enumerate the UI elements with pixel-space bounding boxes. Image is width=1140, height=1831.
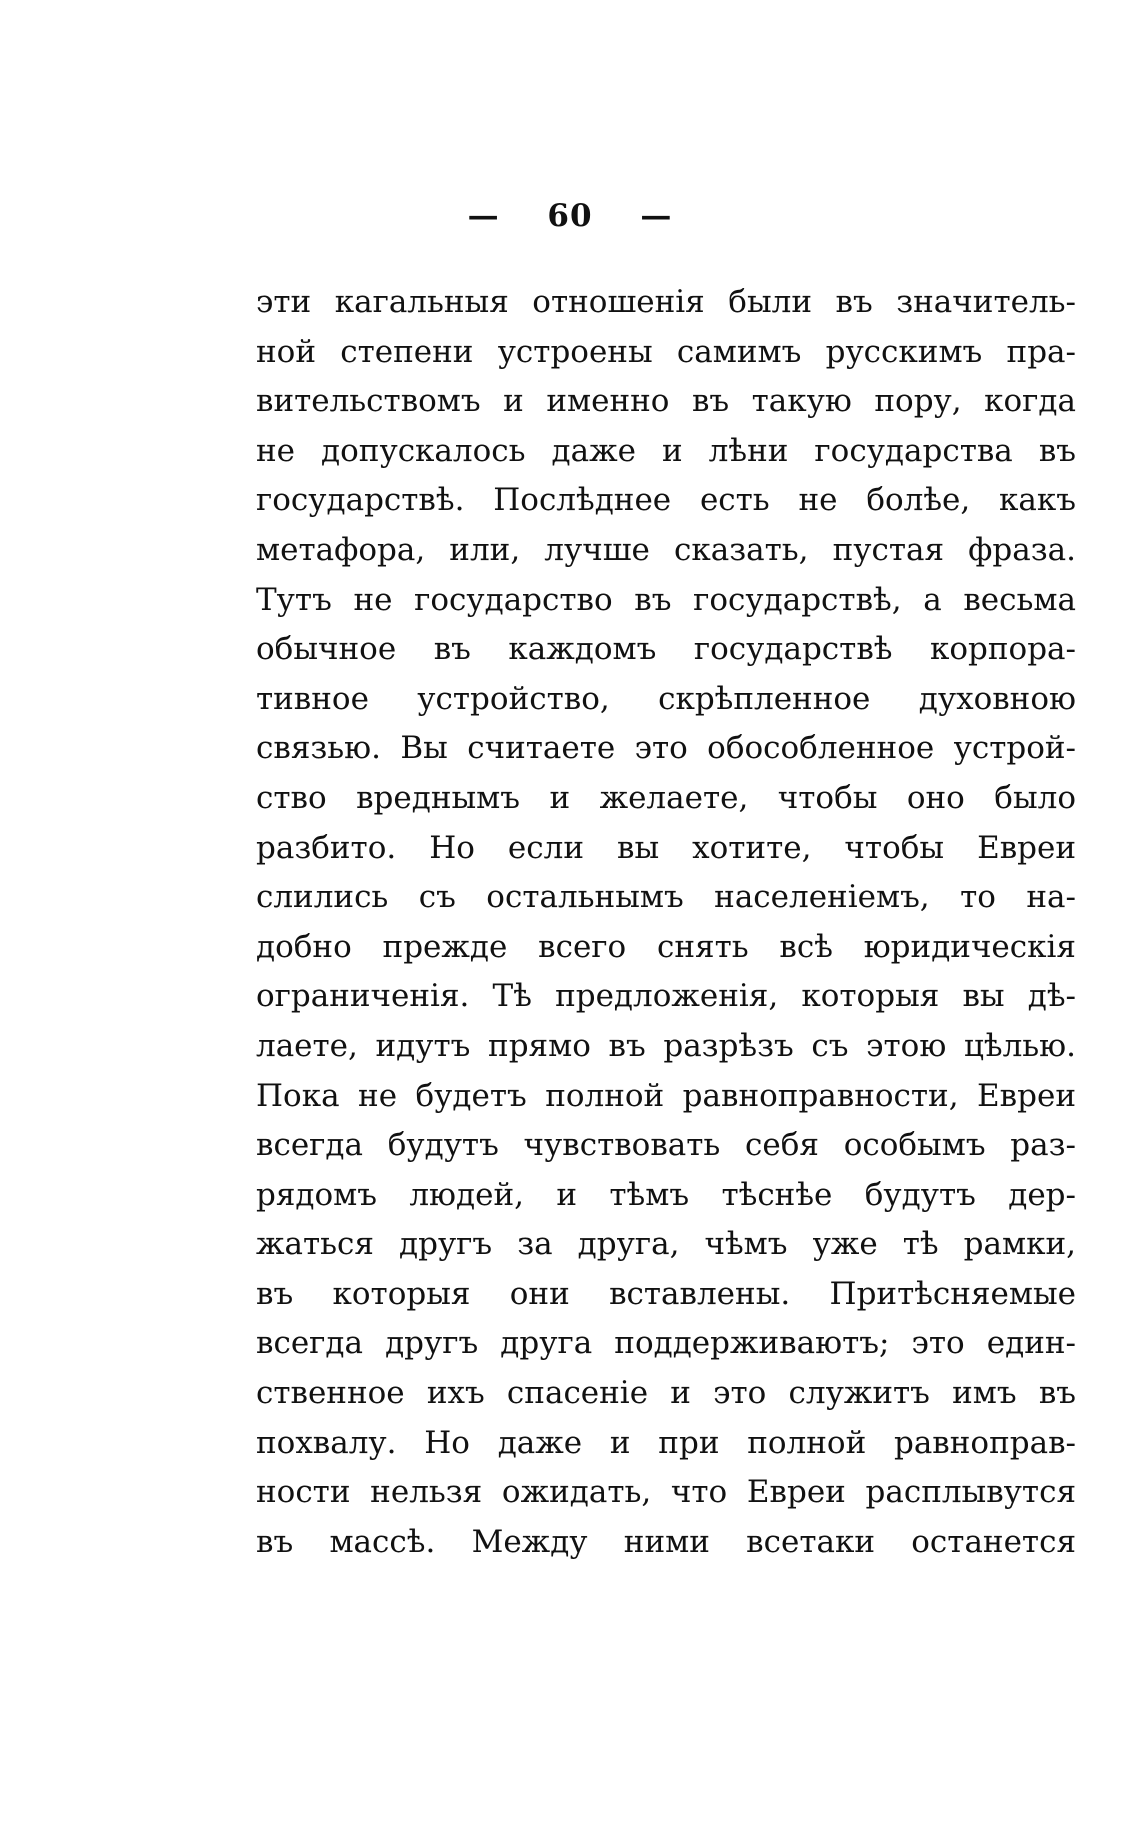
text-line: въ которыя они вставлены. Притѣсняемые	[256, 1275, 1076, 1312]
text-line: эти кагальныя отношенія были въ значитель-	[256, 284, 1076, 320]
text-line: связью. Вы считаете это обособленное устрой-	[256, 730, 1076, 767]
text-line: ство вреднымъ и желаете, чтобы оно было	[256, 779, 1076, 816]
text-line: Пока не будетъ полной равноправности, Евреи	[256, 1077, 1076, 1114]
text-line: тивное устройство, скрѣпленное духовною	[256, 680, 1076, 717]
text-line: добно прежде всего снять всѣ юридическія	[256, 928, 1076, 965]
text-line: обычное въ каждомъ государствѣ корпора-	[256, 631, 1076, 668]
text-line: жаться другъ за друга, чѣмъ уже тѣ рамки,	[256, 1226, 1076, 1263]
text-line: въ массѣ. Между ними всетаки останется	[256, 1523, 1076, 1560]
page-number: 60	[547, 198, 593, 234]
text-line: слились съ остальнымъ населеніемъ, то на-	[256, 879, 1076, 916]
text-line: лаете, идутъ прямо въ разрѣзъ съ этою цѣлью.	[256, 1027, 1076, 1064]
text-line: всегда другъ друга поддерживаютъ; это един-	[256, 1325, 1076, 1362]
page-header	[0, 198, 1140, 234]
text-line: ности нельзя ожидать, что Евреи расплывутся	[256, 1474, 1076, 1511]
text-line: Тутъ не государство въ государствѣ, а весьма	[256, 581, 1076, 618]
text-line: рядомъ людей, и тѣмъ тѣснѣе будутъ дер-	[256, 1176, 1076, 1213]
body-text	[256, 278, 1076, 1567]
text-line: государствѣ. Послѣднее есть не болѣе, какъ	[256, 482, 1076, 519]
text-line: похвалу. Но даже и при полной равноправ-	[256, 1424, 1076, 1461]
text-line: разбито. Но если вы хотите, чтобы Евреи	[256, 829, 1076, 866]
text-line: метафора, или, лучше сказать, пустая фраза.	[256, 531, 1076, 568]
text-line: не допускалось даже и лѣни государства въ	[256, 432, 1076, 469]
text-line: всегда будутъ чувствовать себя особымъ раз-	[256, 1127, 1076, 1164]
text-line: ограниченія. Тѣ предложенія, которыя вы дѣ-	[256, 978, 1076, 1015]
text-line: ной степени устроены самимъ русскимъ пра-	[256, 333, 1076, 370]
text-line: вительствомъ и именно въ такую пору, когда	[256, 383, 1076, 420]
header-dash-right: —	[640, 198, 673, 234]
header-dash-left: —	[467, 198, 500, 234]
text-line: ственное ихъ спасеніе и это служитъ имъ въ	[256, 1375, 1076, 1412]
